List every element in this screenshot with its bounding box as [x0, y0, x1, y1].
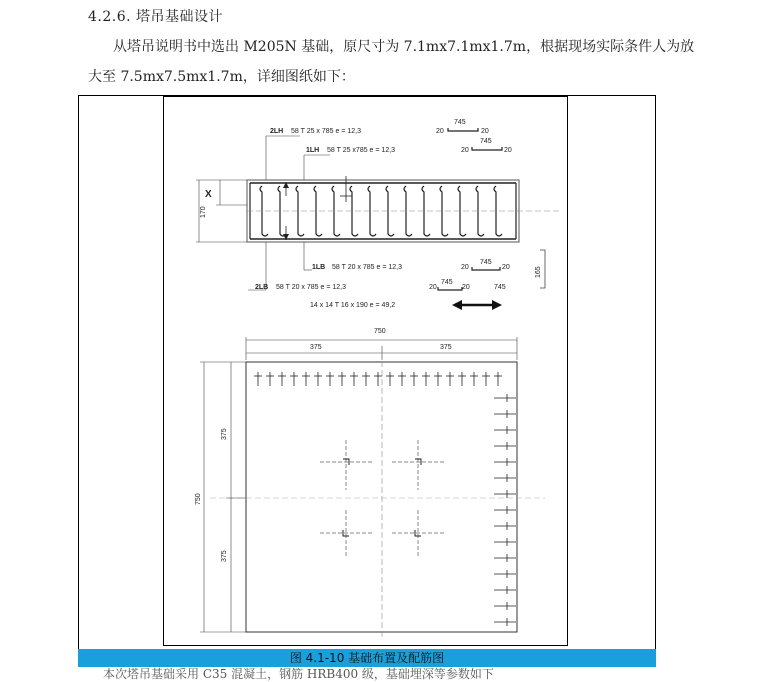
plan-height-bottom-half: 375 — [221, 550, 228, 562]
figure-caption: 图 4.1-10 基础布置及配筋图 — [289, 651, 445, 665]
rebar-2lh-left: 20 — [436, 128, 444, 135]
section-heading: 4.2.6. 塔吊基础设计 — [88, 9, 224, 25]
body-paragraph-line-2: 大至 7.5mx7.5mx1.7m，详细图纸如下： — [88, 69, 355, 85]
rebar-1lh-mid: 745 — [480, 138, 492, 145]
rebar-2lb-left: 20 — [429, 284, 437, 291]
rebar-1lh-spec: 58 T 25 x785 e = 12,3 — [327, 147, 396, 154]
plan-height-top-half: 375 — [221, 428, 228, 440]
rebar-2lh-mid: 745 — [454, 119, 466, 126]
plan-width-right-half: 375 — [440, 344, 452, 351]
rebar-1lb-tag: 1LB — [312, 264, 326, 271]
plan-width-total: 750 — [374, 328, 386, 335]
plan-width-left-half: 375 — [310, 344, 322, 351]
rebar-2lh-right: 20 — [481, 128, 489, 135]
rebar-1lb-left: 20 — [461, 264, 469, 271]
rebar-1lh-tag: 1LH — [306, 147, 320, 154]
section-x-label: X — [205, 189, 212, 200]
rebar-1lb-mid: 745 — [480, 259, 492, 266]
rebar-1lb-spec: 58 T 20 x 785 e = 12,3 — [332, 264, 402, 271]
rebar-1lh-left: 20 — [461, 147, 469, 154]
hook-length-label: 165 — [535, 266, 542, 278]
rebar-2lh-spec: 58 T 25 x 785 e = 12,3 — [291, 128, 361, 135]
rebar-1lb-right: 20 — [502, 264, 510, 271]
rebar-2lb-right: 20 — [462, 284, 470, 291]
next-paragraph-partial: 本次塔吊基础采用 C35 混凝土，钢筋 HRB400 级，基础埋深等参数如下 — [103, 667, 494, 681]
section-height-label: 170 — [200, 206, 207, 218]
rebar-2lb-tag: 2LB — [255, 284, 269, 291]
body-paragraph-line-1: 从塔吊说明书中选出 M205N 基础，原尺寸为 7.1mx7.1mx1.7m，根据现场实际条件人为放 — [113, 39, 695, 55]
stirrup-spec: 14 x 14 T 16 x 190 e = 49,2 — [310, 302, 396, 309]
rebar-2lb-spec: 58 T 20 x 785 e = 12,3 — [276, 284, 346, 291]
rebar-2lh-tag: 2LH — [270, 128, 284, 135]
plan-height-total: 750 — [195, 493, 202, 505]
rebar-1lh-right: 20 — [504, 147, 512, 154]
rebar-2lb-extra: 745 — [494, 284, 506, 291]
rebar-2lb-mid: 745 — [441, 279, 453, 286]
